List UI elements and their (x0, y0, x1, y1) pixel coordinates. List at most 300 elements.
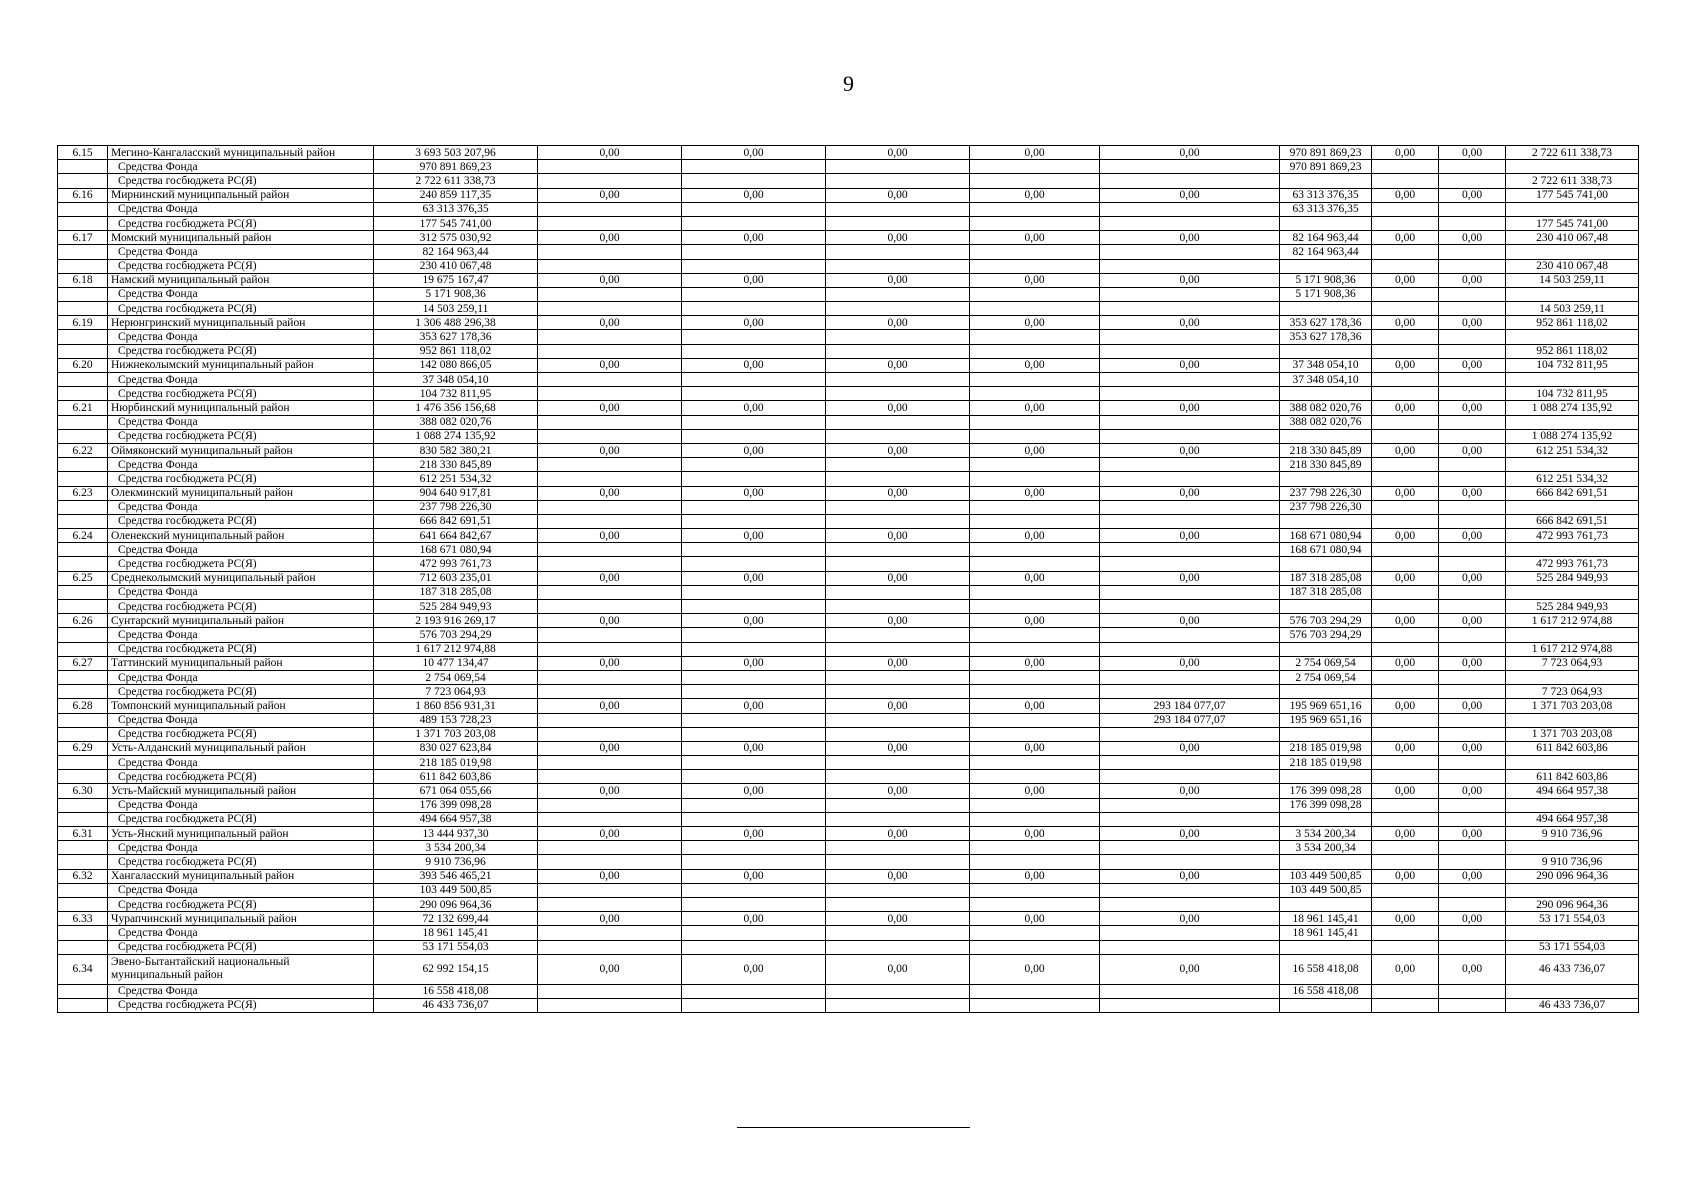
col-11-cell (1439, 202, 1506, 216)
col-11-cell: 0,00 (1439, 699, 1506, 713)
col-10-cell (1372, 245, 1439, 259)
col-11-cell (1439, 841, 1506, 855)
col-4-cell (538, 543, 682, 557)
fund-amount-cell: 187 318 285,08 (1280, 571, 1372, 585)
col-10-cell (1372, 472, 1439, 486)
col-4-cell (538, 472, 682, 486)
col-5-cell (682, 812, 826, 826)
state-budget-amount-cell (1506, 543, 1639, 557)
col-11-cell (1439, 926, 1506, 940)
row-number-cell: 6.31 (58, 827, 108, 841)
col-10-cell: 0,00 (1372, 146, 1439, 160)
table-row-district (58, 486, 1639, 500)
state-budget-amount-cell (1506, 628, 1639, 642)
state-budget-amount-cell: 1 371 703 203,08 (1506, 727, 1639, 741)
col-6-cell (826, 642, 970, 656)
table-row-district (58, 954, 1639, 984)
col-5-cell (682, 685, 826, 699)
fund-amount-cell (1280, 557, 1372, 571)
fund-amount-cell: 218 330 845,89 (1280, 443, 1372, 457)
col-8-cell: 0,00 (1100, 401, 1280, 415)
col-11-cell: 0,00 (1439, 231, 1506, 245)
col-5-cell: 0,00 (682, 827, 826, 841)
col-6-cell (826, 628, 970, 642)
fund-amount-cell: 576 703 294,29 (1280, 628, 1372, 642)
col-7-cell (970, 883, 1100, 897)
name-cell: Средства госбюджета РС(Я) (108, 600, 374, 614)
col-11-cell (1439, 500, 1506, 514)
col-7-cell (970, 202, 1100, 216)
fund-amount-cell (1280, 302, 1372, 316)
col-10-cell (1372, 458, 1439, 472)
table-row-subitem (58, 330, 1639, 344)
col-4-cell (538, 670, 682, 684)
col-5-cell: 0,00 (682, 571, 826, 585)
col-5-cell (682, 585, 826, 599)
name-cell: Эвено-Бытантайский национальный муниципальный район (108, 954, 374, 984)
col-5-cell (682, 543, 826, 557)
table-row-subitem (58, 344, 1639, 358)
state-budget-amount-cell: 1 088 274 135,92 (1506, 401, 1639, 415)
col-5-cell: 0,00 (682, 741, 826, 755)
col-10-cell: 0,00 (1372, 954, 1439, 984)
table-row-subitem (58, 514, 1639, 528)
state-budget-amount-cell: 666 842 691,51 (1506, 486, 1639, 500)
state-budget-amount-cell: 104 732 811,95 (1506, 358, 1639, 372)
row-number-cell (58, 926, 108, 940)
table-row-subitem (58, 543, 1639, 557)
col-10-cell (1372, 543, 1439, 557)
col-10-cell: 0,00 (1372, 699, 1439, 713)
col-6-cell (826, 585, 970, 599)
col-7-cell (970, 245, 1100, 259)
col-6-cell (826, 998, 970, 1012)
total-amount-cell: 666 842 691,51 (374, 514, 538, 528)
fund-amount-cell (1280, 770, 1372, 784)
col-6-cell (826, 216, 970, 230)
col-6-cell: 0,00 (826, 401, 970, 415)
row-number-cell (58, 472, 108, 486)
col-10-cell (1372, 926, 1439, 940)
col-6-cell (826, 387, 970, 401)
col-7-cell (970, 841, 1100, 855)
col-5-cell (682, 330, 826, 344)
total-amount-cell: 7 723 064,93 (374, 685, 538, 699)
col-11-cell (1439, 770, 1506, 784)
name-cell: Оленекский муниципальный район (108, 529, 374, 543)
col-8-cell (1100, 245, 1280, 259)
col-5-cell (682, 926, 826, 940)
table-row-subitem (58, 642, 1639, 656)
col-7-cell (970, 344, 1100, 358)
name-cell: Нерюнгринский муниципальный район (108, 316, 374, 330)
fund-amount-cell (1280, 642, 1372, 656)
name-cell: Усть-Алданский муниципальный район (108, 741, 374, 755)
col-7-cell (970, 557, 1100, 571)
col-5-cell: 0,00 (682, 486, 826, 500)
col-11-cell (1439, 514, 1506, 528)
col-11-cell: 0,00 (1439, 656, 1506, 670)
fund-amount-cell: 388 082 020,76 (1280, 415, 1372, 429)
name-cell: Средства госбюджета РС(Я) (108, 514, 374, 528)
row-number-cell: 6.24 (58, 529, 108, 543)
col-8-cell (1100, 514, 1280, 528)
col-11-cell (1439, 330, 1506, 344)
total-amount-cell: 952 861 118,02 (374, 344, 538, 358)
col-8-cell: 0,00 (1100, 231, 1280, 245)
col-8-cell (1100, 259, 1280, 273)
state-budget-amount-cell: 104 732 811,95 (1506, 387, 1639, 401)
fund-amount-cell: 176 399 098,28 (1280, 784, 1372, 798)
total-amount-cell: 218 330 845,89 (374, 458, 538, 472)
col-10-cell: 0,00 (1372, 358, 1439, 372)
col-5-cell (682, 770, 826, 784)
col-10-cell (1372, 557, 1439, 571)
col-4-cell: 0,00 (538, 529, 682, 543)
name-cell: Средства госбюджета РС(Я) (108, 344, 374, 358)
table-row-subitem (58, 756, 1639, 770)
table-row-subitem (58, 883, 1639, 897)
fund-amount-cell: 63 313 376,35 (1280, 202, 1372, 216)
table-row-subitem (58, 302, 1639, 316)
name-cell: Усть-Янский муниципальный район (108, 827, 374, 841)
col-7-cell: 0,00 (970, 784, 1100, 798)
col-4-cell: 0,00 (538, 401, 682, 415)
col-5-cell: 0,00 (682, 529, 826, 543)
total-amount-cell: 37 348 054,10 (374, 373, 538, 387)
col-11-cell (1439, 557, 1506, 571)
col-4-cell (538, 600, 682, 614)
col-5-cell (682, 373, 826, 387)
row-number-cell: 6.17 (58, 231, 108, 245)
total-amount-cell: 72 132 699,44 (374, 912, 538, 926)
col-6-cell (826, 259, 970, 273)
name-cell: Средства Фонда (108, 628, 374, 642)
state-budget-amount-cell: 7 723 064,93 (1506, 656, 1639, 670)
total-amount-cell: 168 671 080,94 (374, 543, 538, 557)
fund-amount-cell (1280, 812, 1372, 826)
table-row-subitem (58, 500, 1639, 514)
col-10-cell: 0,00 (1372, 656, 1439, 670)
col-5-cell (682, 472, 826, 486)
col-8-cell (1100, 897, 1280, 911)
col-5-cell (682, 174, 826, 188)
row-number-cell (58, 543, 108, 557)
fund-amount-cell (1280, 855, 1372, 869)
table-row-subitem (58, 458, 1639, 472)
name-cell: Намский муниципальный район (108, 273, 374, 287)
row-number-cell (58, 600, 108, 614)
row-number-cell: 6.19 (58, 316, 108, 330)
col-4-cell (538, 302, 682, 316)
fund-amount-cell (1280, 600, 1372, 614)
col-11-cell (1439, 628, 1506, 642)
col-8-cell: 0,00 (1100, 869, 1280, 883)
col-11-cell: 0,00 (1439, 401, 1506, 415)
col-8-cell (1100, 344, 1280, 358)
col-11-cell (1439, 883, 1506, 897)
col-6-cell (826, 685, 970, 699)
fund-amount-cell: 2 754 069,54 (1280, 656, 1372, 670)
col-5-cell: 0,00 (682, 358, 826, 372)
col-4-cell (538, 685, 682, 699)
col-4-cell (538, 940, 682, 954)
col-10-cell (1372, 940, 1439, 954)
fund-amount-cell: 353 627 178,36 (1280, 316, 1372, 330)
col-11-cell (1439, 287, 1506, 301)
total-amount-cell: 62 992 154,15 (374, 954, 538, 984)
col-11-cell: 0,00 (1439, 358, 1506, 372)
col-7-cell (970, 174, 1100, 188)
state-budget-amount-cell: 230 410 067,48 (1506, 259, 1639, 273)
col-6-cell (826, 245, 970, 259)
col-4-cell (538, 514, 682, 528)
state-budget-amount-cell (1506, 926, 1639, 940)
row-number-cell (58, 883, 108, 897)
total-amount-cell: 218 185 019,98 (374, 756, 538, 770)
table-row-district (58, 699, 1639, 713)
col-8-cell (1100, 685, 1280, 699)
col-10-cell: 0,00 (1372, 869, 1439, 883)
col-5-cell (682, 727, 826, 741)
name-cell: Средства госбюджета РС(Я) (108, 259, 374, 273)
col-10-cell (1372, 387, 1439, 401)
fund-amount-cell: 237 798 226,30 (1280, 500, 1372, 514)
total-amount-cell: 5 171 908,36 (374, 287, 538, 301)
col-7-cell: 0,00 (970, 273, 1100, 287)
col-8-cell (1100, 302, 1280, 316)
total-amount-cell: 3 534 200,34 (374, 841, 538, 855)
col-7-cell (970, 770, 1100, 784)
fund-amount-cell (1280, 940, 1372, 954)
col-8-cell: 0,00 (1100, 486, 1280, 500)
row-number-cell: 6.33 (58, 912, 108, 926)
state-budget-amount-cell (1506, 202, 1639, 216)
table-row-subitem (58, 713, 1639, 727)
name-cell: Усть-Майский муниципальный район (108, 784, 374, 798)
col-8-cell (1100, 798, 1280, 812)
col-4-cell: 0,00 (538, 188, 682, 202)
col-7-cell (970, 628, 1100, 642)
col-10-cell (1372, 585, 1439, 599)
col-4-cell: 0,00 (538, 741, 682, 755)
total-amount-cell: 2 754 069,54 (374, 670, 538, 684)
col-5-cell (682, 202, 826, 216)
col-6-cell (826, 883, 970, 897)
col-11-cell: 0,00 (1439, 827, 1506, 841)
col-11-cell (1439, 344, 1506, 358)
total-amount-cell: 230 410 067,48 (374, 259, 538, 273)
col-7-cell: 0,00 (970, 358, 1100, 372)
col-6-cell: 0,00 (826, 784, 970, 798)
col-7-cell (970, 472, 1100, 486)
fund-amount-cell (1280, 685, 1372, 699)
col-6-cell (826, 514, 970, 528)
row-number-cell: 6.22 (58, 443, 108, 457)
total-amount-cell: 312 575 030,92 (374, 231, 538, 245)
state-budget-amount-cell: 230 410 067,48 (1506, 231, 1639, 245)
col-11-cell (1439, 387, 1506, 401)
state-budget-amount-cell: 525 284 949,93 (1506, 571, 1639, 585)
state-budget-amount-cell: 612 251 534,32 (1506, 443, 1639, 457)
col-10-cell (1372, 841, 1439, 855)
table-row-subitem (58, 245, 1639, 259)
col-11-cell (1439, 373, 1506, 387)
state-budget-amount-cell (1506, 984, 1639, 998)
col-5-cell: 0,00 (682, 869, 826, 883)
name-cell: Чурапчинский муниципальный район (108, 912, 374, 926)
fund-amount-cell: 195 969 651,16 (1280, 699, 1372, 713)
fund-amount-cell (1280, 259, 1372, 273)
state-budget-amount-cell: 53 171 554,03 (1506, 912, 1639, 926)
state-budget-amount-cell: 290 096 964,36 (1506, 897, 1639, 911)
table-row-district (58, 188, 1639, 202)
name-cell: Средства госбюджета РС(Я) (108, 387, 374, 401)
col-10-cell (1372, 670, 1439, 684)
col-11-cell (1439, 798, 1506, 812)
col-7-cell (970, 458, 1100, 472)
col-8-cell (1100, 415, 1280, 429)
col-5-cell (682, 245, 826, 259)
fund-amount-cell: 353 627 178,36 (1280, 330, 1372, 344)
col-11-cell: 0,00 (1439, 954, 1506, 984)
row-number-cell (58, 557, 108, 571)
col-6-cell (826, 202, 970, 216)
name-cell: Мегино-Кангаласский муниципальный район (108, 146, 374, 160)
table-row-subitem (58, 984, 1639, 998)
total-amount-cell: 576 703 294,29 (374, 628, 538, 642)
name-cell: Средства госбюджета РС(Я) (108, 855, 374, 869)
col-10-cell (1372, 642, 1439, 656)
row-number-cell (58, 415, 108, 429)
state-budget-amount-cell: 472 993 761,73 (1506, 557, 1639, 571)
col-4-cell (538, 855, 682, 869)
name-cell: Средства Фонда (108, 756, 374, 770)
state-budget-amount-cell: 14 503 259,11 (1506, 273, 1639, 287)
col-8-cell (1100, 727, 1280, 741)
fund-amount-cell: 37 348 054,10 (1280, 358, 1372, 372)
table-row-subitem (58, 174, 1639, 188)
total-amount-cell: 712 603 235,01 (374, 571, 538, 585)
col-5-cell (682, 670, 826, 684)
col-4-cell (538, 926, 682, 940)
col-5-cell (682, 628, 826, 642)
table-row-district (58, 529, 1639, 543)
col-8-cell: 0,00 (1100, 614, 1280, 628)
col-6-cell (826, 287, 970, 301)
name-cell: Мирнинский муниципальный район (108, 188, 374, 202)
col-10-cell (1372, 500, 1439, 514)
total-amount-cell: 494 664 957,38 (374, 812, 538, 826)
col-11-cell (1439, 216, 1506, 230)
row-number-cell (58, 259, 108, 273)
table-row-subitem (58, 926, 1639, 940)
row-number-cell (58, 458, 108, 472)
col-7-cell (970, 543, 1100, 557)
total-amount-cell: 142 080 866,05 (374, 358, 538, 372)
col-8-cell (1100, 202, 1280, 216)
col-11-cell (1439, 984, 1506, 998)
col-6-cell: 0,00 (826, 912, 970, 926)
name-cell: Средства госбюджета РС(Я) (108, 302, 374, 316)
total-amount-cell: 353 627 178,36 (374, 330, 538, 344)
col-5-cell: 0,00 (682, 316, 826, 330)
col-8-cell: 0,00 (1100, 656, 1280, 670)
col-11-cell: 0,00 (1439, 273, 1506, 287)
state-budget-amount-cell (1506, 458, 1639, 472)
col-7-cell (970, 259, 1100, 273)
state-budget-amount-cell: 952 861 118,02 (1506, 344, 1639, 358)
col-6-cell (826, 415, 970, 429)
col-8-cell (1100, 557, 1280, 571)
col-5-cell: 0,00 (682, 656, 826, 670)
col-10-cell (1372, 812, 1439, 826)
col-4-cell (538, 500, 682, 514)
col-4-cell: 0,00 (538, 358, 682, 372)
name-cell: Средства госбюджета РС(Я) (108, 472, 374, 486)
col-4-cell (538, 160, 682, 174)
state-budget-amount-cell: 14 503 259,11 (1506, 302, 1639, 316)
name-cell: Средства госбюджета РС(Я) (108, 174, 374, 188)
col-6-cell (826, 500, 970, 514)
col-8-cell: 293 184 077,07 (1100, 699, 1280, 713)
col-4-cell (538, 287, 682, 301)
col-10-cell (1372, 628, 1439, 642)
col-10-cell (1372, 330, 1439, 344)
total-amount-cell: 176 399 098,28 (374, 798, 538, 812)
fund-amount-cell: 18 961 145,41 (1280, 912, 1372, 926)
table-row-subitem (58, 160, 1639, 174)
col-11-cell: 0,00 (1439, 571, 1506, 585)
state-budget-amount-cell: 2 722 611 338,73 (1506, 174, 1639, 188)
col-6-cell (826, 670, 970, 684)
state-budget-amount-cell (1506, 713, 1639, 727)
total-amount-cell: 904 640 917,81 (374, 486, 538, 500)
col-11-cell: 0,00 (1439, 741, 1506, 755)
col-6-cell (826, 940, 970, 954)
table-row-subitem (58, 600, 1639, 614)
col-10-cell (1372, 202, 1439, 216)
state-budget-amount-cell: 1 088 274 135,92 (1506, 429, 1639, 443)
col-10-cell (1372, 302, 1439, 316)
col-4-cell (538, 429, 682, 443)
col-10-cell: 0,00 (1372, 784, 1439, 798)
fund-amount-cell (1280, 998, 1372, 1012)
state-budget-amount-cell: 611 842 603,86 (1506, 770, 1639, 784)
col-10-cell (1372, 798, 1439, 812)
name-cell: Средства Фонда (108, 160, 374, 174)
col-4-cell (538, 344, 682, 358)
col-8-cell: 0,00 (1100, 146, 1280, 160)
name-cell: Средства госбюджета РС(Я) (108, 429, 374, 443)
fund-amount-cell: 388 082 020,76 (1280, 401, 1372, 415)
row-number-cell (58, 500, 108, 514)
name-cell: Момский муниципальный район (108, 231, 374, 245)
col-5-cell: 0,00 (682, 401, 826, 415)
col-5-cell (682, 855, 826, 869)
fund-amount-cell (1280, 472, 1372, 486)
state-budget-amount-cell: 53 171 554,03 (1506, 940, 1639, 954)
col-5-cell (682, 302, 826, 316)
col-7-cell: 0,00 (970, 954, 1100, 984)
row-number-cell: 6.15 (58, 146, 108, 160)
fund-amount-cell: 218 330 845,89 (1280, 458, 1372, 472)
table-row-district (58, 912, 1639, 926)
col-5-cell: 0,00 (682, 188, 826, 202)
col-10-cell (1372, 259, 1439, 273)
col-6-cell (826, 727, 970, 741)
col-10-cell (1372, 415, 1439, 429)
